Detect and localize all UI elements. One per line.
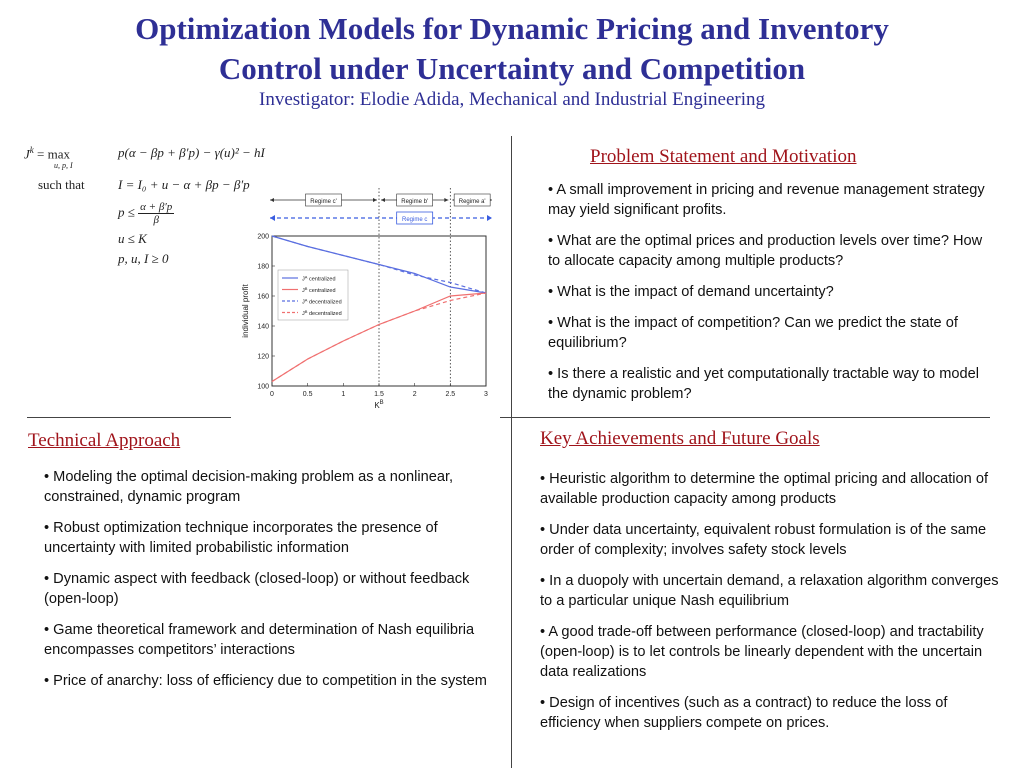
x-tick-label: 2 (412, 391, 417, 398)
constraint-price-fraction (138, 201, 174, 226)
constraint-price-lhs: p ≤ (118, 204, 135, 220)
regime-arrowhead-left (381, 198, 385, 202)
regime-label: Regime a' (458, 199, 486, 205)
fraction-numerator: α + β′p (140, 201, 173, 213)
fraction-denominator: β (153, 214, 159, 226)
x-axis-label (374, 400, 383, 410)
legend-label: $J^B$ centralized (302, 286, 336, 294)
problem-statement-heading: Problem Statement and Motivation (590, 146, 857, 167)
x-tick-label: 1.5 (374, 391, 384, 398)
constraint-capacity: u ≤ K (118, 231, 147, 246)
regime-label: Regime b' (401, 199, 429, 205)
objective-op: = max (37, 146, 70, 162)
y-tick-label: 180 (257, 263, 269, 271)
y-tick-label: 140 (257, 323, 269, 331)
list-item: • Design of incentives (such as a contract) to reduce the loss of efficiency when suppliers compete on prices. (540, 695, 948, 731)
list-item: • Heuristic algorithm to determine the optimal pricing and allocation of available production capacity among products (540, 471, 989, 507)
list-item: • In a duopoly with uncertain demand, a relaxation algorithm converges to a particular unique Nash equilibrium (540, 573, 999, 609)
legend-label: $J^B$ decentralized (302, 309, 342, 317)
y-tick-label: 160 (257, 293, 269, 301)
list-item: • Under data uncertainty, equivalent robust formulation is of the same order of complexity; involves safety stock levels (540, 522, 987, 558)
x-tick-label: 3 (484, 391, 488, 398)
poster-title-line-2: Control under Uncertainty and Competition (218, 51, 806, 86)
constraint-inventory: I = I₀ + u − α + βp − β′p (118, 177, 250, 192)
regime-c-prime-box (270, 194, 377, 206)
achievements-bullet-list (540, 469, 1002, 744)
legend-label: $J^A$ decentralized (302, 297, 342, 306)
regime-b-prime-box (381, 194, 448, 206)
objective-rhs: p(α − βp + β′p) − γ(u)² − hI (118, 145, 265, 160)
such-that-label: such that (38, 177, 85, 192)
legend-label: $J^A$ centralized (302, 274, 336, 283)
right-horizontal-divider (500, 417, 990, 418)
objective-row: $J^k = \max$ (24, 145, 70, 162)
regime-arrowhead-left (270, 198, 274, 202)
x-tick-label: 0 (270, 391, 274, 398)
constraint-nonnegativity: p, u, I ≥ 0 (118, 251, 169, 266)
regime-arrowhead-right (444, 198, 448, 202)
list-item: • Modeling the optimal decision-making problem as a nonlinear, constrained, dynamic program (44, 469, 454, 505)
list-item: • What is the impact of competition? Can we predict the state of equilibrium? (548, 315, 958, 351)
chart-legend (278, 270, 348, 320)
objective-lhs: J (24, 146, 30, 162)
x-tick-label: 2.5 (445, 391, 456, 398)
investigator-subtitle: Investigator: Elodie Adida, Mechanical and Industrial Engineering (259, 89, 765, 110)
list-item: • Price of anarchy: loss of efficiency due to competition in the system (44, 673, 487, 689)
regime-c-label: Regime c (401, 217, 428, 223)
list-item: • Game theoretical framework and determination of Nash equilibria encompasses competitors’ interactions (44, 622, 475, 658)
regime-c-box (270, 212, 492, 224)
poster-title-line-1: Optimization Models for Dynamic Pricing and Inventory (135, 11, 889, 46)
technical-approach-heading: Technical Approach (28, 430, 181, 451)
x-axis-label-base: K (374, 401, 380, 410)
list-item: • Robust optimization technique incorporates the presence of uncertainty with limited probabilistic information (44, 520, 438, 556)
x-tick-label: 0.5 (302, 391, 313, 398)
regime-c-arrowhead-right (487, 215, 492, 221)
x-tick-label: 1 (341, 391, 346, 398)
y-tick-label: 100 (257, 383, 269, 391)
regime-a-prime-box (452, 194, 492, 206)
profit-vs-capacity-chart (238, 186, 496, 414)
technical-bullet-list (44, 467, 492, 702)
x-axis-label-sup: B (379, 400, 384, 406)
list-item: • What is the impact of demand uncertainty? (548, 284, 834, 300)
list-item: • Is there a realistic and yet computationally tractable way to model the dynamic problem? (548, 366, 979, 402)
vertical-divider (511, 136, 512, 768)
list-item: • Dynamic aspect with feedback (closed-loop) or without feedback (open-loop) (44, 571, 470, 607)
regime-annotations (270, 194, 492, 224)
key-achievements-heading: Key Achievements and Future Goals (540, 428, 820, 449)
constraint-price (118, 201, 174, 226)
y-axis-label: individual profit (241, 284, 250, 338)
regime-arrowhead-right (373, 198, 377, 202)
objective-under: u, p, I (54, 161, 73, 170)
y-tick-label: 200 (257, 233, 269, 241)
problem-bullet-list (548, 180, 998, 415)
y-tick-label: 120 (257, 353, 269, 361)
list-item: • What are the optimal prices and production levels over time? How to allocate capacity among multiple products? (548, 233, 983, 269)
left-horizontal-divider (27, 417, 231, 418)
list-item: • A good trade-off between performance (closed-loop) and tractability (open-loop) is to let controls be linearly dependent with the uncertain data realizations (540, 624, 984, 680)
regime-c-arrowhead-left (270, 215, 275, 221)
list-item: • A small improvement in pricing and revenue management strategy may yield significant profits. (548, 182, 985, 218)
regime-label: Regime c' (310, 199, 337, 205)
